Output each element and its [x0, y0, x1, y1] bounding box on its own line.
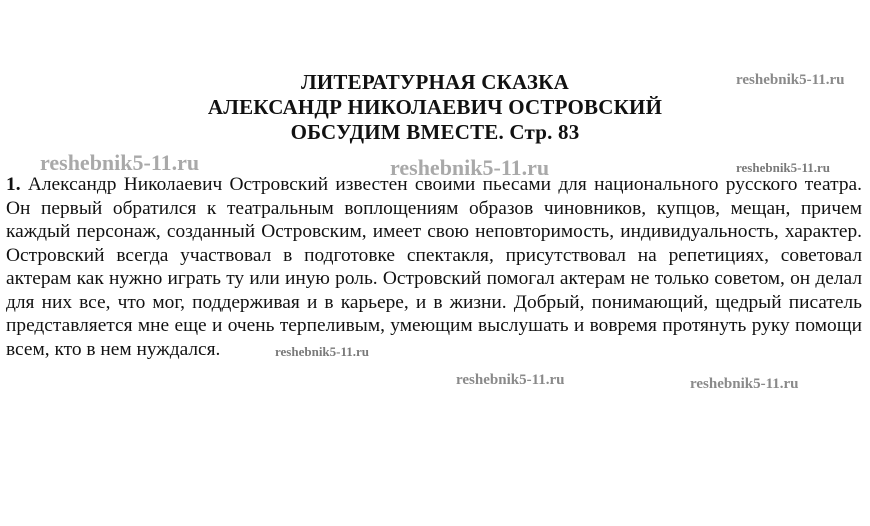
watermark: reshebnik5-11.ru	[690, 376, 799, 392]
watermark: reshebnik5-11.ru	[736, 72, 845, 88]
watermark: reshebnik5-11.ru	[456, 372, 565, 388]
title-block	[0, 70, 870, 145]
exercise-title: ОБСУДИМ ВМЕСТЕ. Стр. 83	[290, 120, 580, 144]
answer-paragraph	[6, 173, 862, 361]
watermark: reshebnik5-11.ru	[275, 344, 370, 359]
author-title: АЛЕКСАНДР НИКОЛАЕВИЧ ОСТРОВСКИЙ	[207, 95, 663, 119]
answer-number: 1.	[6, 174, 21, 195]
watermark: reshebnik5-11.ru	[736, 160, 831, 175]
answer-text: Александр Николаевич Островский известен своими пьесами для национального русского театра. Он первый обратился к театральным воплощениям образов чиновников, купцов, мещан, причем каждый персонаж, созданный Островским, имеет свою неповторимость, индивидуальность, характер. Островский всегда участвовал в подготовке спектакля, присутствовал на репетициях, советовал актерам как нужно играть ту или иную роль. Островский помогал актерам не только советом, он делал для них все, что мог, поддерживая и в карьере, и в жизни. Добрый, понимающий, щедрый писатель представляется мне еще и очень терпеливым, умеющим выслушать и вовремя протянуть руку помощи всем, кто в нем нуждался.	[6, 174, 862, 360]
section-title: ЛИТЕРАТУРНАЯ СКАЗКА	[301, 70, 569, 94]
watermark: reshebnik5-11.ru	[390, 155, 550, 180]
watermark: reshebnik5-11.ru	[40, 150, 200, 175]
